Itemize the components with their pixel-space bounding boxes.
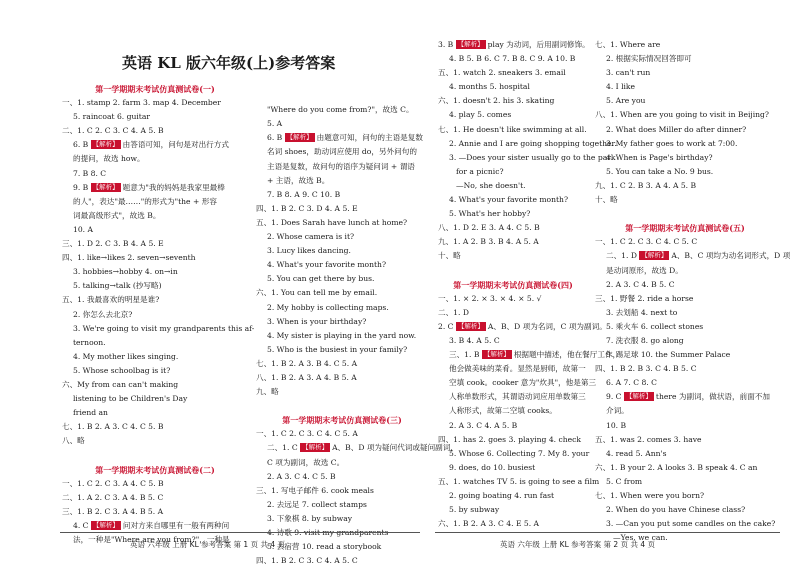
answer-line: 六、1. doesn't 2. his 3. skating	[438, 96, 555, 106]
answer-line: listening to be Children's Day	[73, 394, 188, 404]
analysis-tag: 【解析】	[286, 133, 313, 142]
answer-line-with-analysis	[438, 320, 607, 334]
section-heading: 第一学期期末考试仿真测试卷(一)	[95, 84, 215, 94]
analysis-tag: 【解析】	[625, 392, 652, 401]
answer-number: 6. B	[73, 140, 91, 150]
answer-line: 2. Whose camera is it?	[267, 232, 355, 242]
answer-line: 人称形式，故第二空填 cooks。	[449, 406, 557, 416]
analysis-text: 问对方来自哪里有一般有两种问	[122, 520, 230, 530]
answer-line: 2. My hobby is collecting maps.	[267, 302, 389, 312]
answer-line: 二、1. A 2. C 3. A 4. B 5. C	[62, 492, 164, 502]
answer-line: 5. Who is the busiest in your family?	[267, 344, 408, 354]
answer-line: 5. 乘火车 6. collect stones	[606, 321, 704, 331]
answer-line: 四、1. B 2. C 3. C 4. A 5. C	[256, 556, 358, 566]
answer-line: 六、My from can can't making	[62, 379, 179, 389]
answer-line: 4. My mother likes singing.	[73, 351, 179, 361]
answer-line: 九、1. A 2. B 3. B 4. A 5. A	[438, 237, 539, 247]
answer-line-with-analysis	[62, 181, 248, 195]
section-heading: 第一学期期末考试仿真测试卷(三)	[282, 415, 402, 426]
answer-line: 介词。	[606, 406, 629, 416]
answer-line: 2. 你怎么去北京?	[73, 309, 133, 319]
answer-line-with-analysis	[438, 38, 588, 52]
answer-line: for a picnic?	[456, 166, 504, 176]
analysis-text: 由答语可知，问句是对出行方式	[122, 140, 229, 150]
answer-line-with-analysis	[438, 348, 621, 362]
answer-line: 一、1. C 2. C 3. A 4. C 5. B	[62, 478, 164, 488]
analysis-text: A、B、D 项为名词，C 项为副词。	[487, 321, 607, 331]
answer-line: 3. —Does your sister usually go to the park	[449, 152, 616, 162]
answer-line: 5. Whose 6. Collecting 7. My 8. your	[449, 448, 590, 458]
answer-line: 10. B	[606, 420, 627, 430]
section-heading: 第一学期期末考试仿真测试卷(二)	[95, 464, 215, 475]
section-heading: 第一学期期末考试仿真测试卷(四)	[453, 279, 573, 290]
spacer	[256, 89, 428, 103]
answer-line: 3. Lucy likes dancing.	[267, 246, 351, 256]
analysis-text: there 为副词，做状语，前面不加	[655, 392, 770, 402]
analysis-tag: 【解析】	[457, 321, 484, 330]
answer-line: 4. B 5. B 6. C 7. B 8. C 9. A 10. B	[449, 54, 576, 64]
answer-line: 5. You can get there by bus.	[267, 274, 375, 284]
answer-line: 2. A 3. C 4. C 5. B	[267, 471, 336, 481]
answer-line: 是动词原形，故选 D。	[606, 265, 683, 275]
answer-number: 9. B	[73, 182, 91, 192]
answer-line: 十、略	[438, 251, 461, 261]
answer-line: 3. 下象棋 8. by subway	[267, 513, 353, 523]
answer-line: 六、1. B your 2. A looks 3. B speak 4. C an	[595, 462, 758, 472]
answer-line: 6. A 7. C 8. C	[606, 378, 657, 388]
answer-line: + 主语，故选 B。	[267, 175, 330, 185]
answer-line: 三、1. D 2. C 3. B 4. A 5. E	[62, 239, 164, 249]
analysis-text: 根据题中描述，他在餐厅工作，	[513, 350, 621, 360]
answer-number: 3. B	[438, 40, 456, 49]
answer-line: 的提问，故选 how。	[73, 154, 145, 164]
answer-line: 四、1. has 2. goes 3. playing 4. check	[438, 434, 581, 444]
analysis-tag: 【解析】	[92, 182, 119, 191]
answer-line-with-analysis	[256, 441, 458, 455]
answer-number: 2. C	[438, 321, 456, 331]
analysis-tag: 【解析】	[483, 350, 510, 359]
spacer	[595, 207, 775, 221]
answer-line: 9. 踢足球 10. the Summer Palace	[606, 350, 731, 360]
answer-line: —No, she doesn't.	[456, 180, 526, 190]
answer-line-with-analysis	[62, 138, 248, 152]
analysis-text: A、B、D 项为疑问代词或疑问副词，	[332, 443, 458, 453]
answer-line: 三、1. B 2. C 3. A 4. B 5. A	[62, 506, 164, 516]
answer-line: 一、1. × 2. × 3. × 4. × 5. √	[438, 293, 542, 303]
answer-line: 2. What does Miller do after dinner?	[606, 124, 747, 134]
answer-number: 二、1. C	[267, 443, 301, 453]
answer-line-with-analysis	[595, 390, 775, 404]
footer-right: 英语 六年级 上册 KL 参考答案 第 2 页 共 4 页	[500, 540, 655, 549]
answer-line: 一、1. C 2. C 3. C 4. C 5. C	[595, 237, 698, 247]
answer-line: 八、略	[62, 436, 85, 446]
answer-line: 他会做美味的菜肴。显然是厨师，故第一	[449, 364, 586, 374]
footer-rule-right	[435, 532, 780, 533]
spacer	[438, 264, 588, 278]
answer-line: 五、1. Does Sarah have lunch at home?	[256, 217, 408, 227]
answer-line: 空填 cook。cooker 意为"炊具"，他是第三	[449, 378, 597, 388]
answer-line: 名词 shoes，助动词应使用 do，另外问句的	[267, 147, 417, 157]
answer-line: 2. 根据实际情况回答即可	[606, 54, 692, 64]
answer-line: 5. C from	[606, 476, 643, 486]
answer-line: 一、1. stamp 2. farm 3. map 4. December	[62, 98, 221, 108]
answer-line: 2. Annie and I are going shopping together.	[449, 138, 617, 148]
answer-line: 三、1. 写电子邮件 6. cook meals	[256, 485, 374, 495]
answer-line-with-analysis	[62, 519, 248, 533]
answer-line: 3. We're going to visit my grandparents this af-	[73, 323, 255, 333]
answer-line: —Yes, we can.	[613, 533, 668, 543]
analysis-text: play 为动词，后用副词修饰。	[487, 40, 590, 49]
answer-line: 四、1. B 2. B 3. C 4. B 5. C	[595, 364, 697, 374]
answer-line: 9. does, do 10. busiest	[449, 462, 536, 472]
answer-line: friend an	[73, 408, 108, 418]
answer-line: 4. When is Page's birthday?	[606, 152, 713, 162]
answer-line: 5. 去宿营 10. read a storybook	[267, 542, 382, 552]
answer-line: 2. When do you have Chinese class?	[606, 505, 746, 515]
answer-line: 人称单数形式，其谓语动词应用单数第三	[449, 392, 586, 402]
answer-line: 八、1. When are you going to visit in Beijing?	[595, 110, 769, 120]
answer-line: 七、1. When were you born?	[595, 491, 705, 500]
answer-line: 5. You can take a No. 9 bus.	[606, 166, 714, 176]
answer-line: 主语是复数，故问句的语序为疑问词 + 谓语	[267, 161, 415, 171]
answer-number: 三、1. B	[449, 350, 482, 360]
answer-line-with-analysis	[256, 131, 428, 145]
answer-line: 法，一种是"Where are you from?"，一种是	[73, 535, 230, 544]
answer-line: 七、1. Where are	[595, 40, 661, 49]
answer-line: "Where do you come from?"，故选 C。	[267, 105, 414, 115]
answer-number: 4. C	[73, 520, 91, 530]
analysis-text: A、B、C 项均为动名词形式，D 项	[671, 251, 791, 261]
answer-line: 4. read 5. Ann's	[606, 448, 667, 458]
spacer	[256, 399, 428, 413]
answer-line: 3. 去划船 4. next to	[606, 307, 678, 317]
answer-line-with-analysis	[595, 249, 791, 263]
analysis-tag: 【解析】	[92, 140, 119, 149]
answer-line: 4. play 5. comes	[449, 110, 512, 120]
footer-left: 英语 六年级 上册 KL 参考答案 第 1 页 共 4 页	[130, 540, 285, 549]
answer-line: 2. 去远足 7. collect stamps	[267, 499, 367, 509]
answer-line: 二、1. C 2. C 3. C 4. A 5. B	[62, 126, 164, 136]
answer-line: 5. talking→talk (抄写略)	[73, 281, 162, 291]
section-heading: 第一学期期末考试仿真测试卷(五)	[625, 223, 745, 234]
answer-line: 5. What's her hobby?	[449, 209, 531, 219]
answer-line: 三、1. 野餐 2. ride a horse	[595, 293, 694, 303]
answer-number: 9. C	[606, 392, 624, 402]
answer-line: 5. Whose schoolbag is it?	[73, 365, 171, 375]
answer-line: 3. hobbies→hobby 4. on→in	[73, 267, 178, 277]
answer-line: 4. I like	[606, 82, 636, 92]
answer-line: 八、1. B 2. A 3. A 4. B 5. A	[256, 372, 357, 382]
answer-line: 4. What's your favorite month?	[267, 260, 387, 270]
answer-line: 五、1. 我最喜欢的明星是谁?	[62, 295, 160, 305]
answer-line: 2. A 3. C 4. A 5. B	[449, 420, 518, 430]
answer-line: 3. —Can you put some candles on the cake?	[606, 519, 776, 529]
answer-line: 词最高级形式"，故选 B。	[73, 210, 161, 220]
answer-line: 七、1. B 2. A 3. C 4. C 5. B	[62, 422, 164, 432]
answer-line: 3. B 4. A 5. C	[449, 335, 500, 345]
answer-line	[256, 526, 428, 540]
answer-line: 一、1. C 2. C 3. C 4. C 5. A	[256, 429, 358, 439]
footer-rule-left	[60, 532, 420, 533]
answer-line: 五、1. was 2. comes 3. have	[595, 434, 702, 444]
spacer	[256, 75, 428, 89]
analysis-tag: 【解析】	[641, 251, 668, 260]
answer-line: 二、1. D	[438, 307, 469, 317]
answer-line: 2. A 3. C 4. B 5. C	[606, 279, 675, 289]
answer-line: 5. Are you	[606, 96, 646, 106]
answer-line: 7. B 8. C	[73, 168, 107, 178]
answer-line: 3. can't run	[606, 68, 651, 78]
answer-line: 4. My sister is playing in the yard now.	[267, 330, 417, 340]
answer-line: 六、1. You can tell me by email.	[256, 288, 378, 298]
answer-line: 七、1. He doesn't like swimming at all.	[438, 124, 587, 134]
answer-number: 二、1. D	[606, 251, 640, 261]
spacer	[62, 448, 248, 462]
answer-line: 3. My father goes to work at 7:00.	[606, 138, 738, 148]
analysis-tag: 【解析】	[457, 40, 484, 48]
answer-line: 4. months 5. hospital	[449, 82, 530, 92]
analysis-tag: 【解析】	[302, 443, 329, 452]
answer-line: 五、1. watches TV 5. is going to see a film	[438, 476, 600, 486]
answer-line: 3. When is your birthday?	[267, 316, 367, 326]
answer-line: 九、略	[256, 387, 279, 397]
page-title: 英语 KL 版六年级(上)参考答案	[122, 54, 336, 72]
answer-line: 五、1. watch 2. sneakers 3. email	[438, 68, 566, 78]
answer-line: 5. by subway	[449, 505, 500, 515]
answer-line: ternoon.	[73, 337, 106, 347]
answer-line: 10. A	[73, 224, 93, 234]
answer-line: C 项为副词，故选 C。	[267, 457, 345, 467]
answer-line: 7. B 8. A 9. C 10. B	[267, 189, 341, 199]
answer-line: 四、1. like→likes 2. seven→seventh	[62, 253, 196, 263]
answer-line: 九、1. C 2. B 3. A 4. A 5. B	[595, 180, 697, 190]
answer-column-1	[62, 82, 255, 547]
answer-line: 7. 洗衣服 8. go along	[606, 335, 684, 345]
answer-line: 六、1. B 2. A 3. C 4. E 5. A	[438, 519, 540, 529]
answer-line: 4. What's your favorite month?	[449, 195, 569, 205]
answer-line: 八、1. D 2. E 3. A 4. C 5. B	[438, 223, 540, 233]
answer-number: 6. B	[267, 133, 285, 143]
analysis-text: 题意为"我的妈妈是我家里最棒	[122, 182, 225, 192]
answer-column-4	[595, 38, 791, 545]
answer-line: 十、略	[595, 195, 618, 205]
answer-line: 2. going boating 4. run fast	[449, 491, 555, 500]
answer-line: 5. raincoat 6. guitar	[73, 112, 151, 122]
answer-line: 七、1. B 2. A 3. B 4. C 5. A	[256, 358, 358, 368]
answer-line: 5. A	[267, 119, 283, 129]
analysis-tag: 【解析】	[92, 520, 119, 529]
analysis-text: 由题意可知，问句的主语是复数	[316, 133, 423, 143]
answer-line: 四、1. B 2. C 3. D 4. A 5. E	[256, 203, 358, 213]
answer-line: 的人"，表达"最……"的形式为"the + 形容	[73, 196, 217, 206]
